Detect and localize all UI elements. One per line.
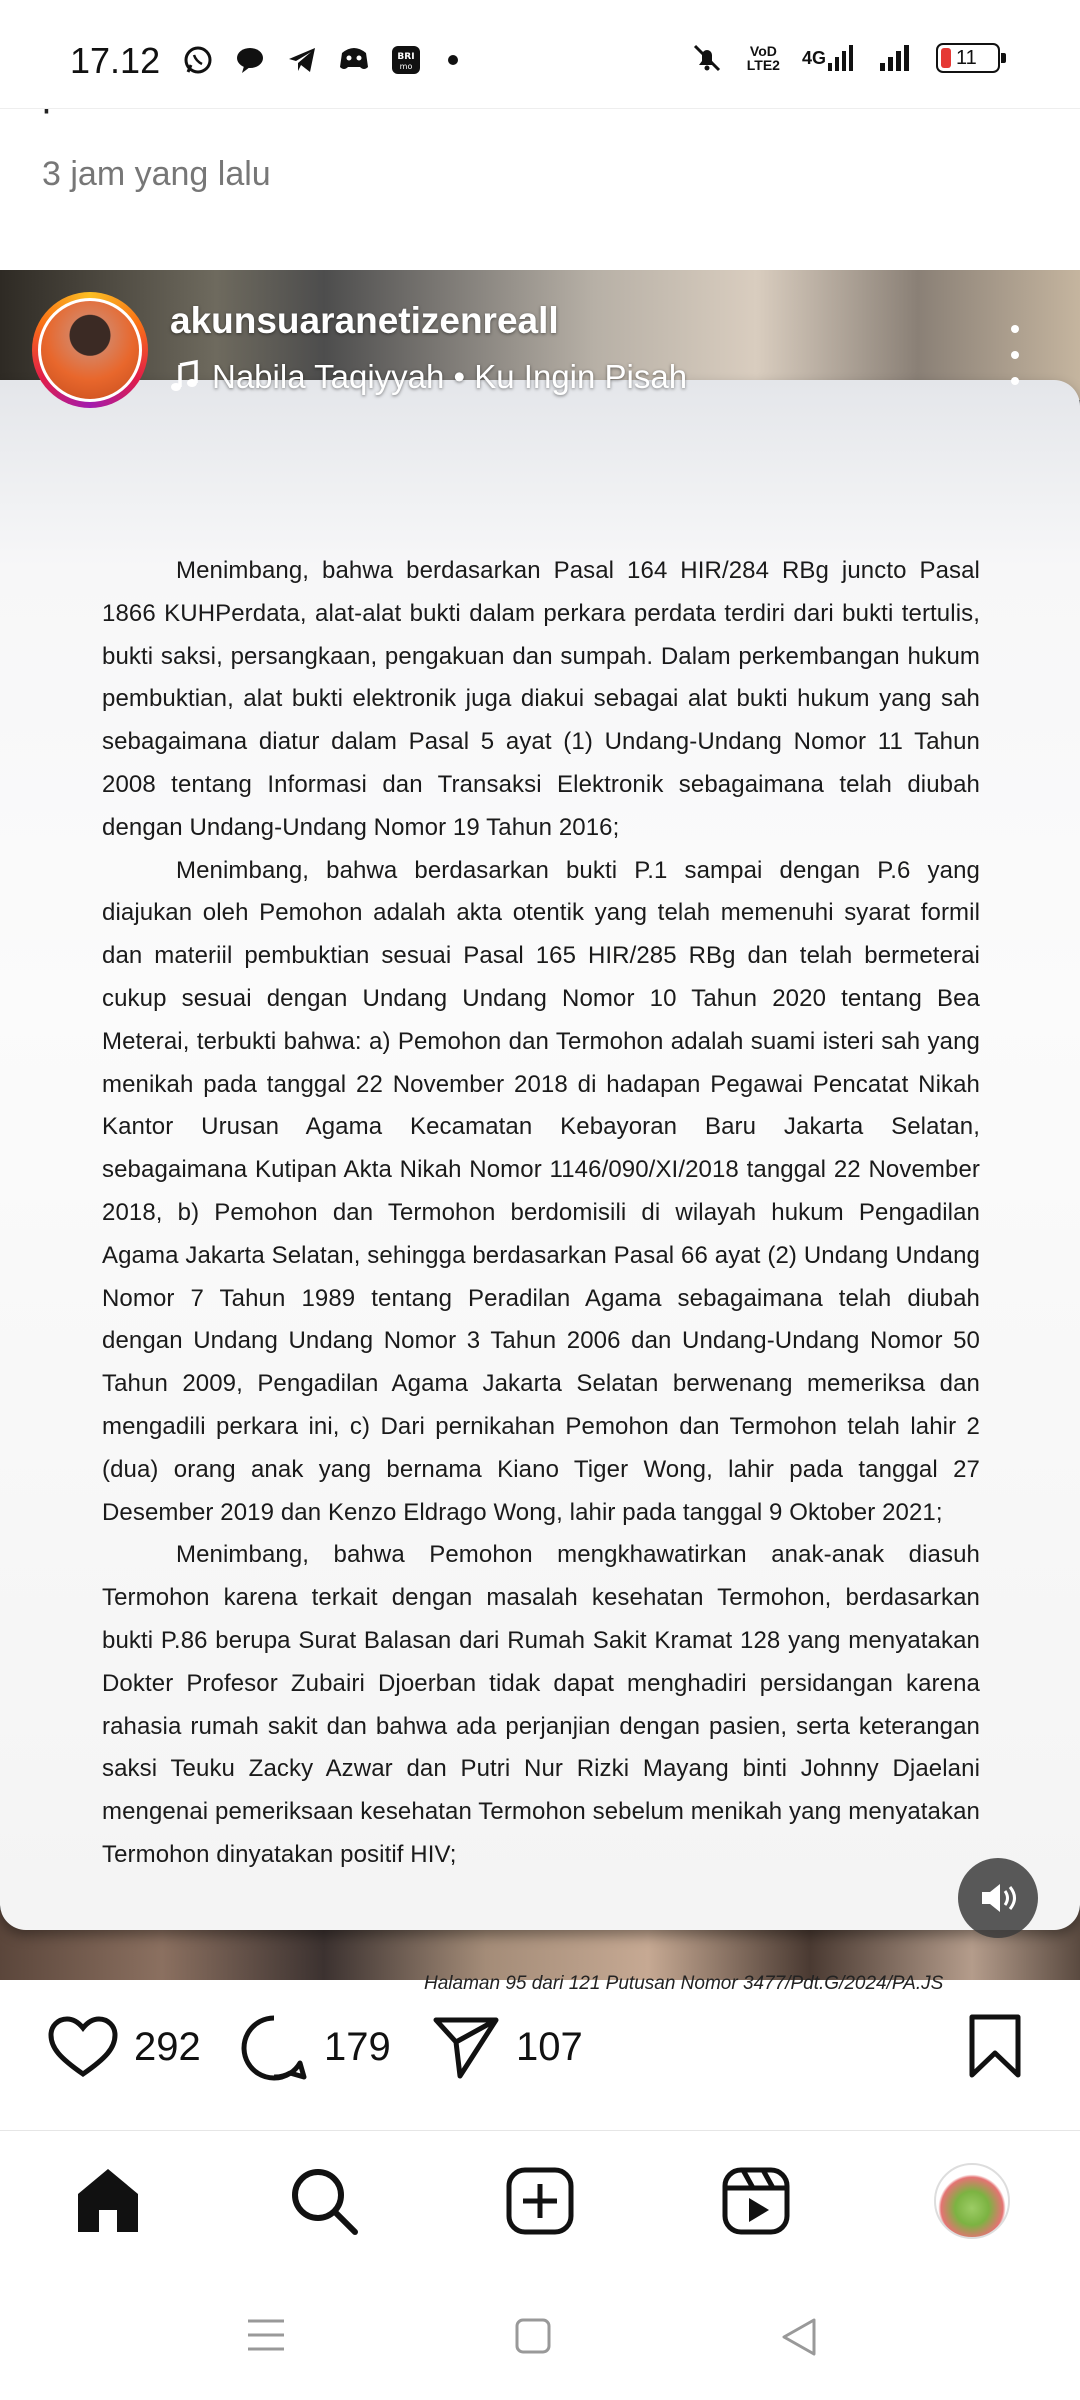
post-header — [0, 270, 1080, 410]
story-ring[interactable] — [32, 292, 148, 408]
sound-toggle-button[interactable] — [958, 1858, 1038, 1938]
square-icon — [514, 2317, 552, 2355]
notification-icons — [180, 42, 458, 78]
document-page-footer: Halaman 95 dari 121 Putusan Nomor 3477/Pdt.G/2024/PA.JS — [424, 1973, 944, 1994]
music-note-icon — [170, 361, 200, 393]
reels-icon — [721, 2166, 791, 2236]
profile-avatar — [934, 2163, 1010, 2239]
comment-count: 179 — [324, 2025, 391, 2069]
nav-profile[interactable] — [932, 2161, 1012, 2241]
avatar[interactable] — [38, 298, 142, 402]
heart-icon — [48, 2016, 118, 2080]
recent-apps-button[interactable] — [246, 2317, 286, 2358]
previous-post-timestamp: 3 jam yang lalu — [42, 155, 271, 193]
svg-text:mo: mo — [399, 62, 413, 71]
share-action[interactable] — [432, 2016, 583, 2080]
battery-level — [941, 48, 951, 68]
send-icon — [432, 2016, 500, 2080]
mute-icon — [689, 40, 725, 76]
add-post-icon — [505, 2166, 575, 2236]
status-time: 17.12 — [70, 40, 161, 81]
system-status — [689, 40, 1000, 76]
document-text — [102, 550, 980, 1877]
bottom-navigation — [0, 2130, 1080, 2266]
audio-track[interactable] — [170, 358, 687, 396]
more-options-button[interactable] — [1000, 325, 1030, 385]
more-notifications-dot — [448, 55, 458, 65]
battery-indicator: 11 — [936, 43, 1000, 73]
nav-home[interactable] — [68, 2161, 148, 2241]
back-triangle-icon — [780, 2317, 818, 2357]
nav-search[interactable] — [284, 2161, 364, 2241]
post-media[interactable] — [0, 270, 1080, 1994]
back-button[interactable] — [780, 2317, 818, 2362]
signal-4g-icon: 4G — [802, 40, 856, 76]
court-document-image — [0, 380, 1080, 1994]
more-dot — [1011, 377, 1019, 385]
save-button[interactable] — [966, 2013, 1024, 2084]
status-bar — [0, 0, 1080, 109]
more-dot — [1011, 351, 1019, 359]
chat-icon — [232, 42, 268, 78]
brimo-icon — [388, 42, 424, 78]
share-count: 107 — [516, 2025, 583, 2069]
more-dot — [1011, 325, 1019, 333]
svg-text:BRI: BRI — [397, 52, 415, 62]
like-count: 292 — [134, 2025, 201, 2069]
volte-indicator: VoD LTE2 — [746, 43, 780, 73]
audio-track-label: Nabila Taqiyyah • Ku Ingin Pisah — [212, 358, 688, 395]
post-actions — [0, 1985, 1080, 2110]
like-action[interactable] — [48, 2016, 201, 2080]
home-button[interactable] — [514, 2317, 552, 2360]
system-navigation-bar — [0, 2265, 1080, 2400]
menu-icon — [246, 2317, 286, 2353]
game-icon — [336, 42, 372, 78]
telegram-icon — [284, 42, 320, 78]
signal-icon — [878, 40, 914, 76]
search-icon — [289, 2166, 359, 2236]
home-icon — [73, 2166, 143, 2236]
document-paragraph-3: Menimbang, bahwa Pemohon mengkhawatirkan anak-anak diasuh Termohon karena terkait dengan masalah kesehatan Termohon, berdasarkan bukti P.86 berupa Surat Balasan dari Rumah Sakit Kramat 128 yang menyatakan Dokter Profesor Zubairi Djoerban tidak dapat menghadiri persidangan karena rahasia rumah sakit dan bahwa ada perjanjian dengan pasien, serta keterangan saksi Teuku Zacky Azwar dan Putri Nur Rizki Mayang binti Johnny Djaelani mengenai pemeriksaan kesehatan Termohon sebelum menikah yang menyatakan Termohon dinyatakan positif HIV; — [102, 1541, 980, 1868]
speaker-icon — [976, 1876, 1020, 1920]
comment-action[interactable] — [240, 2014, 391, 2082]
comment-icon — [240, 2014, 308, 2082]
bookmark-icon — [966, 2013, 1024, 2079]
nav-reels[interactable] — [716, 2161, 796, 2241]
document-paragraph-2: Menimbang, bahwa berdasarkan bukti P.1 sampai dengan P.6 yang diajukan oleh Pemohon adalah akta otentik yang telah memenuhi syarat formil dan materiil pembuktian sesuai Pasal 165 HIR/285 RBg dan telah bermeterai cukup sesuai dengan Undang Undang Nomor 10 Tahun 2020 tentang Bea Meterai, terbukti bahwa: a) Pemohon dan Termohon adalah suami isteri sah yang menikah pada tanggal 22 November 2018 di hadapan Pegawai Pencatat Nikah Kantor Urusan Agama Kecamatan Kebayoran Baru Jakarta Selatan, sebagaimana Kutipan Akta Nikah Nomor 1146/090/XI/2018 tanggal 22 November 2018, b) Pemohon dan Termohon berdomisili di wilayah hukum Pengadilan Agama Jakarta Selatan, sehingga berdasarkan Pasal 66 ayat (2) Undang Undang Nomor 7 Tahun 1989 tentang Peradilan Agama sebagaimana telah diubah dengan Undang Undang Nomor 3 Tahun 2006 dan Undang-Undang Nomor 50 Tahun 2009, Pengadilan Agama Jakarta Selatan berwenang memeriksa dan mengadili perkara ini, c) Dari pernikahan Pemohon dan Termohon telah lahir 2 (dua) orang anak yang bernama Kiano Tiger Wong, lahir pada tanggal 27 Desember 2019 dan Kenzo Eldrago Wong, lahir pada tanggal 9 Oktober 2021; — [102, 856, 980, 1526]
nav-create[interactable] — [500, 2161, 580, 2241]
document-paragraph-1: Menimbang, bahwa berdasarkan Pasal 164 HIR/284 RBg juncto Pasal 1866 KUHPerdata, alat-alat bukti dalam perkara perdata terdiri dari bukti tertulis, bukti saksi, persangkaan, pengakuan dan sumpah. Dalam perkembangan hukum pembuktian, alat bukti elektronik juga diakui sebagai alat bukti hukum yang sah sebagaimana diatur dalam Pasal 5 ayat (1) Undang-Undang Nomor 11 Tahun 2008 tentang Informasi dan Transaksi Elektronik sebagaimana telah diubah dengan Undang-Undang Nomor 19 Tahun 2016; — [102, 557, 980, 841]
whatsapp-icon — [180, 42, 216, 78]
post-username[interactable]: akunsuaranetizenreall — [170, 300, 559, 341]
